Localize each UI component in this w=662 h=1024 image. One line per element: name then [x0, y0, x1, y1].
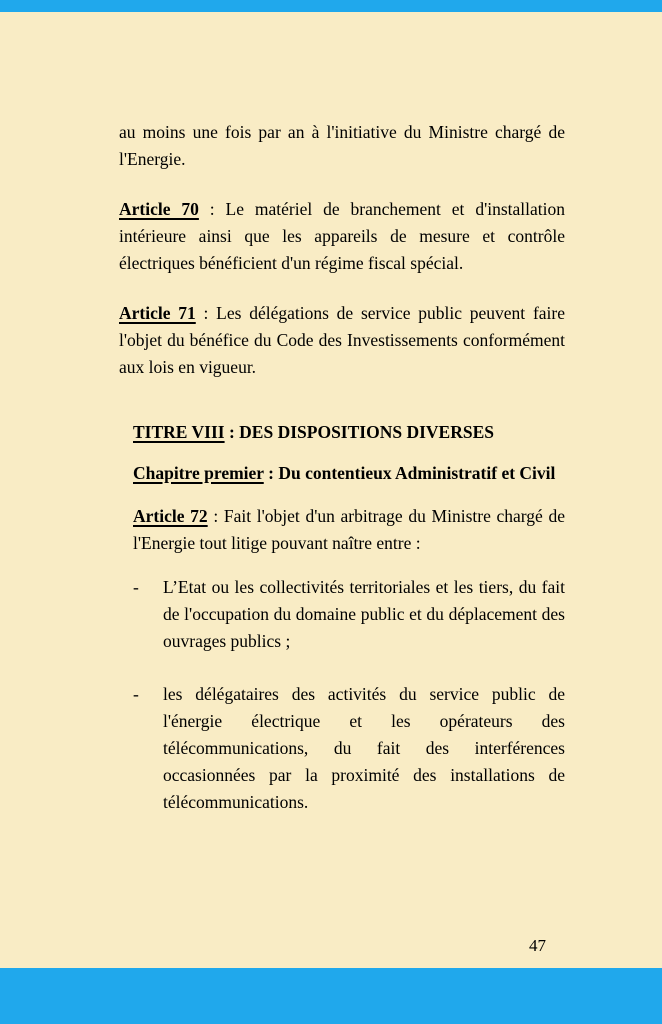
list-item-text: les délégataires des activités du service public de l'énergie électrique et les opérateurs des télécommunications, du fait des interférences occasionnées par la proximité des installations de télécommunications.: [163, 684, 565, 812]
article-72-label: Article 72: [133, 506, 208, 526]
article-71-paragraph: [119, 300, 565, 381]
chapitre-premier-text: : Du contentieux Administratif et Civil: [263, 463, 556, 483]
intro-text: au moins une fois par an à l'initiative du Ministre chargé de l'Energie.: [119, 122, 565, 169]
article-70-text: : Le matériel de branchement et d'installation intérieure ainsi que les appareils de mesure et contrôle électriques bénéficient d'un régime fiscal spécial.: [119, 199, 565, 273]
intro-paragraph: [119, 119, 565, 173]
article-71-text: : Les délégations de service public peuvent faire l'objet du bénéfice du Code des Investissements conformément aux lois en vigueur.: [119, 303, 565, 377]
list-dash: -: [133, 577, 139, 597]
list-item: [133, 574, 565, 655]
bottom-accent-bar: [0, 968, 662, 1024]
titre-viii-label: TITRE VIII: [133, 422, 225, 442]
list-item-text: L’Etat ou les collectivités territoriales et les tiers, du fait de l'occupation du domaine public et du déplacement des ouvrages publics ;: [163, 577, 565, 651]
article-71-label: Article 71: [119, 303, 196, 323]
list-dash: -: [133, 684, 139, 704]
article-72-paragraph: [133, 503, 565, 557]
chapitre-premier-label: Chapitre premier: [133, 463, 264, 483]
top-accent-bar: [0, 0, 662, 12]
page-number: 47: [529, 936, 546, 955]
titre-viii-heading: [133, 419, 565, 446]
list-item: [133, 681, 565, 816]
page-content: [119, 119, 565, 816]
article-72-text: : Fait l'objet d'un arbitrage du Ministre chargé de l'Energie tout litige pouvant naître entre :: [133, 506, 566, 553]
titre-viii-text: : DES DISPOSITIONS DIVERSES: [224, 422, 494, 442]
article-70-label: Article 70: [119, 199, 199, 219]
article-70-paragraph: [119, 196, 565, 277]
chapitre-premier-heading: [133, 460, 565, 487]
